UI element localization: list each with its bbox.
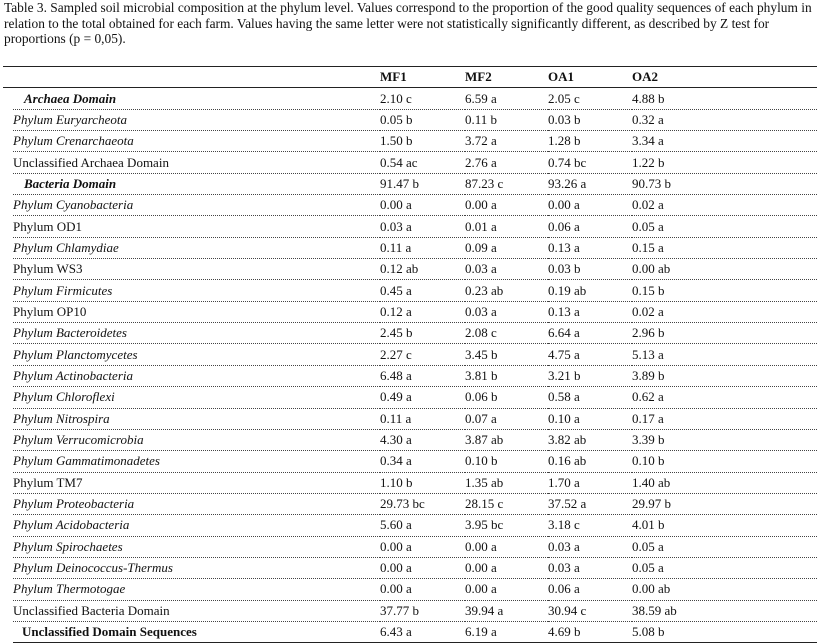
value-cell-mf2: 28.15 c bbox=[465, 493, 548, 514]
taxon-name-cell: Phylum OD1 bbox=[13, 216, 380, 237]
value-cell-oa2: 4.01 b bbox=[632, 515, 817, 536]
value-cell-oa1: 0.03 b bbox=[548, 259, 632, 280]
value-cell-mf2: 3.45 b bbox=[465, 344, 548, 365]
row-indent bbox=[3, 621, 13, 642]
taxon-name-cell: Phylum Cyanobacteria bbox=[13, 195, 380, 216]
table-row bbox=[3, 152, 817, 173]
table-row bbox=[3, 579, 817, 600]
table-row bbox=[3, 429, 817, 450]
row-indent bbox=[3, 173, 13, 194]
row-indent bbox=[3, 472, 13, 493]
taxon-name-cell: Phylum Nitrospira bbox=[13, 408, 380, 429]
value-cell-mf1: 0.05 b bbox=[380, 109, 465, 130]
value-cell-oa1: 3.18 c bbox=[548, 515, 632, 536]
value-cell-oa2: 2.96 b bbox=[632, 323, 817, 344]
value-cell-mf2: 0.03 a bbox=[465, 259, 548, 280]
value-cell-mf2: 6.59 a bbox=[465, 88, 548, 109]
table-row bbox=[3, 472, 817, 493]
table-header-row bbox=[3, 67, 817, 88]
value-cell-mf2: 87.23 c bbox=[465, 173, 548, 194]
value-cell-oa1: 0.03 a bbox=[548, 557, 632, 578]
value-cell-mf1: 0.03 a bbox=[380, 216, 465, 237]
value-cell-oa1: 0.13 a bbox=[548, 237, 632, 258]
value-cell-oa2: 0.15 a bbox=[632, 237, 817, 258]
table-row bbox=[3, 237, 817, 258]
header-cell-name bbox=[13, 67, 380, 88]
data-table bbox=[3, 66, 817, 643]
taxon-name-cell: Phylum TM7 bbox=[13, 472, 380, 493]
value-cell-oa1: 3.82 ab bbox=[548, 429, 632, 450]
value-cell-oa1: 0.19 ab bbox=[548, 280, 632, 301]
value-cell-oa2: 0.00 ab bbox=[632, 579, 817, 600]
taxon-name-cell: Phylum Verrucomicrobia bbox=[13, 429, 380, 450]
table-row bbox=[3, 600, 817, 621]
value-cell-mf2: 0.00 a bbox=[465, 579, 548, 600]
taxon-name-cell: Phylum Thermotogae bbox=[13, 579, 380, 600]
row-indent bbox=[3, 557, 13, 578]
value-cell-mf2: 39.94 a bbox=[465, 600, 548, 621]
value-cell-mf2: 0.23 ab bbox=[465, 280, 548, 301]
table-row bbox=[3, 323, 817, 344]
value-cell-mf1: 2.10 c bbox=[380, 88, 465, 109]
value-cell-mf1: 29.73 bc bbox=[380, 493, 465, 514]
value-cell-mf2: 3.87 ab bbox=[465, 429, 548, 450]
row-indent bbox=[3, 216, 13, 237]
value-cell-oa2: 0.32 a bbox=[632, 109, 817, 130]
table-caption: Table 3. Sampled soil microbial composition at the phylum level. Values correspond to the proportion of the good quality sequences of each phylum in relation to the total obtained for each farm. Values having the same letter were not statistically significantly different, as described by Z test for proportions (p = 0,05). bbox=[4, 0, 812, 47]
value-cell-mf2: 3.95 bc bbox=[465, 515, 548, 536]
value-cell-oa2: 3.39 b bbox=[632, 429, 817, 450]
taxon-name-cell: Unclassified Domain Sequences bbox=[13, 621, 380, 642]
header-cell-oa1: OA1 bbox=[548, 67, 632, 88]
row-indent bbox=[3, 600, 13, 621]
header-cell-mf1: MF1 bbox=[380, 67, 465, 88]
taxon-name-cell: Phylum Euryarcheota bbox=[13, 109, 380, 130]
value-cell-oa1: 0.00 a bbox=[548, 195, 632, 216]
table-row bbox=[3, 365, 817, 386]
taxon-name-cell: Phylum Spirochaetes bbox=[13, 536, 380, 557]
value-cell-oa2: 29.97 b bbox=[632, 493, 817, 514]
table-row bbox=[3, 195, 817, 216]
value-cell-oa2: 1.40 ab bbox=[632, 472, 817, 493]
value-cell-oa2: 0.15 b bbox=[632, 280, 817, 301]
row-indent bbox=[3, 195, 13, 216]
row-indent bbox=[3, 365, 13, 386]
value-cell-oa2: 5.13 a bbox=[632, 344, 817, 365]
value-cell-oa2: 0.62 a bbox=[632, 387, 817, 408]
table-row bbox=[3, 536, 817, 557]
value-cell-mf1: 0.00 a bbox=[380, 557, 465, 578]
row-indent bbox=[3, 429, 13, 450]
table-row bbox=[3, 557, 817, 578]
table-row bbox=[3, 259, 817, 280]
value-cell-mf1: 2.27 c bbox=[380, 344, 465, 365]
value-cell-mf1: 5.60 a bbox=[380, 515, 465, 536]
taxon-name-cell: Phylum Firmicutes bbox=[13, 280, 380, 301]
row-indent bbox=[3, 237, 13, 258]
value-cell-mf2: 0.07 a bbox=[465, 408, 548, 429]
row-indent bbox=[3, 451, 13, 472]
row-indent bbox=[3, 259, 13, 280]
taxon-name-cell: Phylum Bacteroidetes bbox=[13, 323, 380, 344]
value-cell-mf2: 3.81 b bbox=[465, 365, 548, 386]
table-row bbox=[3, 109, 817, 130]
value-cell-oa2: 90.73 b bbox=[632, 173, 817, 194]
row-indent bbox=[3, 536, 13, 557]
value-cell-oa1: 0.06 a bbox=[548, 216, 632, 237]
value-cell-oa1: 6.64 a bbox=[548, 323, 632, 344]
value-cell-mf1: 2.45 b bbox=[380, 323, 465, 344]
row-indent bbox=[3, 280, 13, 301]
table-row bbox=[3, 621, 817, 642]
taxon-name-cell: Phylum Planctomycetes bbox=[13, 344, 380, 365]
value-cell-oa1: 0.03 a bbox=[548, 536, 632, 557]
value-cell-mf1: 0.12 ab bbox=[380, 259, 465, 280]
value-cell-mf1: 0.45 a bbox=[380, 280, 465, 301]
table-row bbox=[3, 173, 817, 194]
table-row bbox=[3, 88, 817, 109]
value-cell-mf1: 0.54 ac bbox=[380, 152, 465, 173]
table-row bbox=[3, 515, 817, 536]
value-cell-oa1: 93.26 a bbox=[548, 173, 632, 194]
value-cell-oa1: 1.28 b bbox=[548, 131, 632, 152]
value-cell-oa1: 0.13 a bbox=[548, 301, 632, 322]
value-cell-mf1: 0.11 a bbox=[380, 408, 465, 429]
value-cell-oa1: 2.05 c bbox=[548, 88, 632, 109]
row-indent bbox=[3, 408, 13, 429]
value-cell-mf2: 3.72 a bbox=[465, 131, 548, 152]
value-cell-mf1: 6.48 a bbox=[380, 365, 465, 386]
value-cell-mf1: 91.47 b bbox=[380, 173, 465, 194]
value-cell-mf1: 0.49 a bbox=[380, 387, 465, 408]
row-indent bbox=[3, 323, 13, 344]
row-indent bbox=[3, 493, 13, 514]
table-row bbox=[3, 216, 817, 237]
value-cell-oa1: 4.75 a bbox=[548, 344, 632, 365]
table-row bbox=[3, 387, 817, 408]
header-cell-blank bbox=[3, 67, 13, 88]
taxon-name-cell: Phylum OP10 bbox=[13, 301, 380, 322]
row-indent bbox=[3, 301, 13, 322]
taxon-name-cell: Phylum Deinococcus-Thermus bbox=[13, 557, 380, 578]
value-cell-mf1: 0.00 a bbox=[380, 536, 465, 557]
value-cell-mf2: 6.19 a bbox=[465, 621, 548, 642]
taxon-name-cell: Archaea Domain bbox=[13, 88, 380, 109]
row-indent bbox=[3, 131, 13, 152]
value-cell-mf2: 0.00 a bbox=[465, 536, 548, 557]
table-row bbox=[3, 451, 817, 472]
value-cell-mf2: 0.03 a bbox=[465, 301, 548, 322]
table-row bbox=[3, 131, 817, 152]
value-cell-oa1: 37.52 a bbox=[548, 493, 632, 514]
value-cell-oa2: 5.08 b bbox=[632, 621, 817, 642]
value-cell-oa2: 3.34 a bbox=[632, 131, 817, 152]
table-row bbox=[3, 301, 817, 322]
value-cell-mf1: 0.34 a bbox=[380, 451, 465, 472]
row-indent bbox=[3, 344, 13, 365]
taxon-name-cell: Bacteria Domain bbox=[13, 173, 380, 194]
row-indent bbox=[3, 109, 13, 130]
value-cell-oa1: 3.21 b bbox=[548, 365, 632, 386]
value-cell-oa1: 0.16 ab bbox=[548, 451, 632, 472]
value-cell-oa1: 30.94 c bbox=[548, 600, 632, 621]
value-cell-mf2: 0.01 a bbox=[465, 216, 548, 237]
value-cell-oa2: 0.05 a bbox=[632, 536, 817, 557]
value-cell-mf1: 0.00 a bbox=[380, 579, 465, 600]
value-cell-oa1: 1.70 a bbox=[548, 472, 632, 493]
value-cell-oa1: 0.03 b bbox=[548, 109, 632, 130]
row-indent bbox=[3, 88, 13, 109]
taxon-name-cell: Phylum Chlamydiae bbox=[13, 237, 380, 258]
value-cell-mf2: 2.76 a bbox=[465, 152, 548, 173]
value-cell-oa1: 0.06 a bbox=[548, 579, 632, 600]
value-cell-mf2: 1.35 ab bbox=[465, 472, 548, 493]
taxon-name-cell: Phylum Chloroflexi bbox=[13, 387, 380, 408]
row-indent bbox=[3, 387, 13, 408]
taxon-name-cell: Phylum Gammatimonadetes bbox=[13, 451, 380, 472]
taxon-name-cell: Phylum Actinobacteria bbox=[13, 365, 380, 386]
value-cell-mf1: 0.11 a bbox=[380, 237, 465, 258]
value-cell-oa2: 4.88 b bbox=[632, 88, 817, 109]
value-cell-oa1: 4.69 b bbox=[548, 621, 632, 642]
value-cell-oa2: 0.02 a bbox=[632, 301, 817, 322]
value-cell-oa2: 0.00 ab bbox=[632, 259, 817, 280]
value-cell-mf2: 0.11 b bbox=[465, 109, 548, 130]
value-cell-oa2: 38.59 ab bbox=[632, 600, 817, 621]
value-cell-oa2: 0.10 b bbox=[632, 451, 817, 472]
taxon-name-cell: Phylum Acidobacteria bbox=[13, 515, 380, 536]
header-cell-mf2: MF2 bbox=[465, 67, 548, 88]
value-cell-mf1: 1.10 b bbox=[380, 472, 465, 493]
value-cell-oa1: 0.74 bc bbox=[548, 152, 632, 173]
taxon-name-cell: Unclassified Bacteria Domain bbox=[13, 600, 380, 621]
table-row bbox=[3, 280, 817, 301]
value-cell-oa2: 0.05 a bbox=[632, 557, 817, 578]
value-cell-oa2: 3.89 b bbox=[632, 365, 817, 386]
value-cell-mf2: 0.00 a bbox=[465, 195, 548, 216]
table-row bbox=[3, 408, 817, 429]
taxon-name-cell: Phylum WS3 bbox=[13, 259, 380, 280]
value-cell-mf2: 2.08 c bbox=[465, 323, 548, 344]
value-cell-mf1: 0.12 a bbox=[380, 301, 465, 322]
value-cell-mf1: 1.50 b bbox=[380, 131, 465, 152]
taxon-name-cell: Phylum Crenarchaeota bbox=[13, 131, 380, 152]
taxon-name-cell: Unclassified Archaea Domain bbox=[13, 152, 380, 173]
value-cell-oa2: 0.05 a bbox=[632, 216, 817, 237]
row-indent bbox=[3, 515, 13, 536]
row-indent bbox=[3, 152, 13, 173]
value-cell-oa1: 0.10 a bbox=[548, 408, 632, 429]
value-cell-oa1: 0.58 a bbox=[548, 387, 632, 408]
value-cell-mf1: 37.77 b bbox=[380, 600, 465, 621]
value-cell-oa2: 0.02 a bbox=[632, 195, 817, 216]
value-cell-mf1: 6.43 a bbox=[380, 621, 465, 642]
header-cell-oa2: OA2 bbox=[632, 67, 817, 88]
value-cell-mf1: 4.30 a bbox=[380, 429, 465, 450]
row-indent bbox=[3, 579, 13, 600]
table-row bbox=[3, 344, 817, 365]
value-cell-mf2: 0.06 b bbox=[465, 387, 548, 408]
value-cell-mf1: 0.00 a bbox=[380, 195, 465, 216]
value-cell-mf2: 0.00 a bbox=[465, 557, 548, 578]
value-cell-oa2: 0.17 a bbox=[632, 408, 817, 429]
value-cell-mf2: 0.09 a bbox=[465, 237, 548, 258]
table-row bbox=[3, 493, 817, 514]
value-cell-mf2: 0.10 b bbox=[465, 451, 548, 472]
taxon-name-cell: Phylum Proteobacteria bbox=[13, 493, 380, 514]
value-cell-oa2: 1.22 b bbox=[632, 152, 817, 173]
